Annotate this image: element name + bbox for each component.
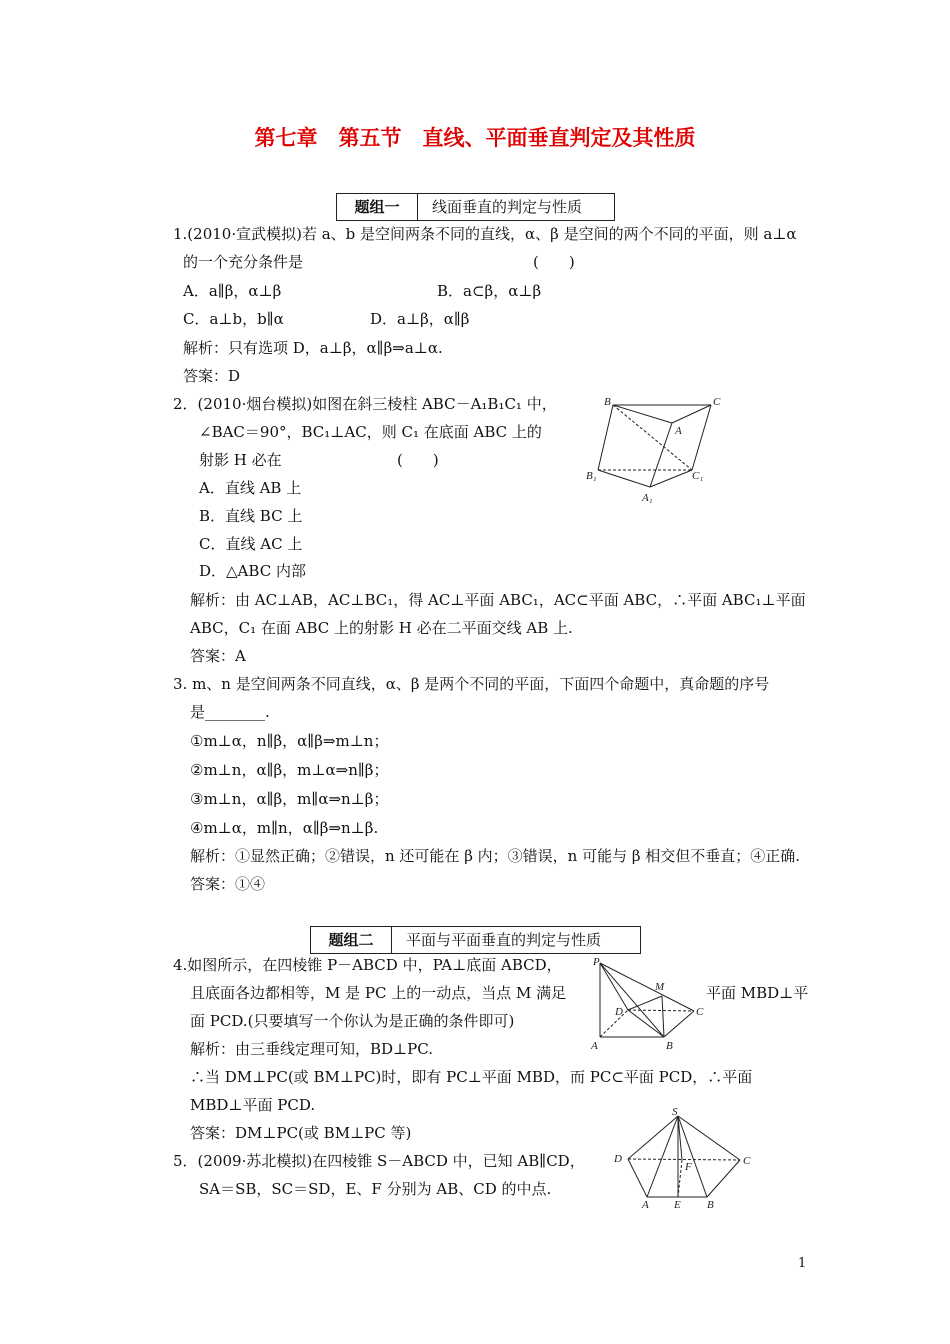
q3-proposition-1: ①m⊥α，n∥β，α∥β⇒m⊥n；: [190, 732, 389, 750]
q3-proposition-3: ③m⊥n，α∥β，m∥α⇒n⊥β；: [190, 790, 389, 808]
fig-label-c: C: [696, 1006, 704, 1018]
fig-label-b: B: [604, 396, 611, 408]
q4-analysis-line1: 解析：由三垂线定理可知，BD⊥PC.: [190, 1040, 433, 1058]
prism-figure: [584, 393, 734, 508]
q2-option-a: A．直线 AB 上: [199, 479, 302, 497]
q1-option-b: B．a⊂β，α⊥β: [437, 282, 542, 300]
fig-label-d: D: [615, 1006, 623, 1018]
q1-option-a: A．a∥β，α⊥β: [183, 282, 282, 300]
fig-label-p: P: [593, 956, 600, 968]
q2-option-d: D．△ABC 内部: [199, 562, 306, 580]
q2-option-b: B．直线 BC 上: [199, 507, 303, 525]
q2-stem-line2: ∠BAC＝90°，BC₁⊥AC，则 C₁ 在底面 ABC 上的: [199, 423, 542, 441]
group1-header: [336, 193, 615, 221]
fig-label-a: A: [591, 1040, 598, 1052]
fig-label-a1: A₁: [642, 492, 653, 504]
q4-stem-line1: 4.如图所示，在四棱锥 P－ABCD 中，PA⊥底面 ABCD，: [173, 956, 562, 974]
q4-answer: 答案：DM⊥PC(或 BM⊥PC 等): [190, 1124, 412, 1142]
q2-stem-line3: 射影 H 必在: [199, 451, 282, 469]
q1-option-d: D．a⊥β，α∥β: [370, 310, 470, 328]
q3-analysis: 解析：①显然正确；②错误，n 还可能在 β 内；③错误，n 可能与 β 相交但不垂直；④正确.: [190, 847, 801, 865]
q2-option-c: C．直线 AC 上: [199, 535, 303, 553]
fig-label-a: A: [675, 425, 682, 437]
page-title: 第七章 第五节 直线、平面垂直判定及其性质: [254, 126, 696, 150]
q3-stem-line1: 3. m、n 是空间两条不同直线，α、β 是两个不同的平面，下面四个命题中，真命题的序号: [173, 675, 770, 693]
group2-label: 题组二: [311, 927, 392, 953]
q5-stem-line2: SA＝SB，SC＝SD，E、F 分别为 AB、CD 的中点.: [199, 1180, 552, 1198]
fig-label-b1: B₁: [586, 470, 597, 482]
group2-topic: 平面与平面垂直的判定与性质: [406, 931, 602, 949]
q1-stem-line1: 1.(2010·宣武模拟)若 a、b 是空间两条不同的直线，α、β 是空间的两个不同的平面，则 a⊥α: [173, 225, 797, 243]
q3-proposition-4: ④m⊥α，m∥n，α∥β⇒n⊥β.: [190, 819, 379, 837]
fig-label-c: C: [713, 396, 721, 408]
q4-analysis-line3: MBD⊥平面 PCD.: [190, 1096, 316, 1114]
fig-label-c1: C₁: [692, 470, 704, 482]
pyramid-pabcd-figure: [588, 953, 710, 1055]
q1-answer: 答案：D: [183, 367, 241, 385]
fig-label-s: S: [672, 1106, 678, 1118]
fig-label-a: A: [642, 1199, 649, 1211]
fig-label-m: M: [655, 981, 665, 993]
q2-stem-line1: 2．(2010·烟台模拟)如图在斜三棱柱 ABC－A₁B₁C₁ 中，: [173, 395, 557, 413]
page-number: 1: [798, 1256, 807, 1271]
q2-analysis-line1: 解析：由 AC⊥AB，AC⊥BC₁，得 AC⊥平面 ABC₁，AC⊂平面 ABC，∴平面 ABC₁⊥平面: [190, 591, 806, 609]
q2-analysis-line2: ABC，C₁ 在面 ABC 上的射影 H 必在二平面交线 AB 上.: [190, 619, 573, 637]
q1-stem-line2: 的一个充分条件是: [183, 253, 304, 271]
q4-analysis-line2: ∴当 DM⊥PC(或 BM⊥PC)时，即有 PC⊥平面 MBD，而 PC⊂平面 PCD，∴平面: [190, 1068, 753, 1086]
q4-stem-line2-tail: 平面 MBD⊥平: [706, 984, 809, 1002]
q1-analysis: 解析：只有选项 D，a⊥β，α∥β⇒a⊥α.: [183, 339, 443, 357]
q3-proposition-2: ②m⊥n，α∥β，m⊥α⇒n∥β；: [190, 761, 389, 779]
fig-label-b: B: [666, 1040, 673, 1052]
fig-label-e: E: [674, 1199, 681, 1211]
q5-stem-line1: 5．(2009·苏北模拟)在四棱锥 S－ABCD 中，已知 AB∥CD，: [173, 1152, 585, 1170]
fig-label-b: B: [707, 1199, 714, 1211]
pyramid-sabcd-figure: [610, 1104, 760, 1212]
fig-label-c: C: [743, 1155, 751, 1167]
group1-topic: 线面垂直的判定与性质: [432, 198, 583, 216]
q3-answer: 答案：①④: [190, 875, 266, 893]
q1-option-c: C．a⊥b，b∥α: [183, 310, 284, 328]
q1-answer-paren: ( ): [533, 253, 575, 271]
fig-label-d: D: [614, 1153, 622, 1165]
q2-answer-paren: ( ): [397, 451, 439, 469]
q2-answer: 答案：A: [190, 647, 246, 665]
q4-stem-line2: 且底面各边都相等，M 是 PC 上的一动点，当点 M 满足: [190, 984, 567, 1002]
q3-stem-line2: 是________.: [190, 703, 270, 721]
fig-label-f: F: [685, 1161, 692, 1173]
q4-stem-line3: 面 PCD.(只要填写一个你认为是正确的条件即可): [190, 1012, 515, 1030]
group2-header: [310, 926, 641, 954]
group1-label: 题组一: [337, 194, 418, 220]
